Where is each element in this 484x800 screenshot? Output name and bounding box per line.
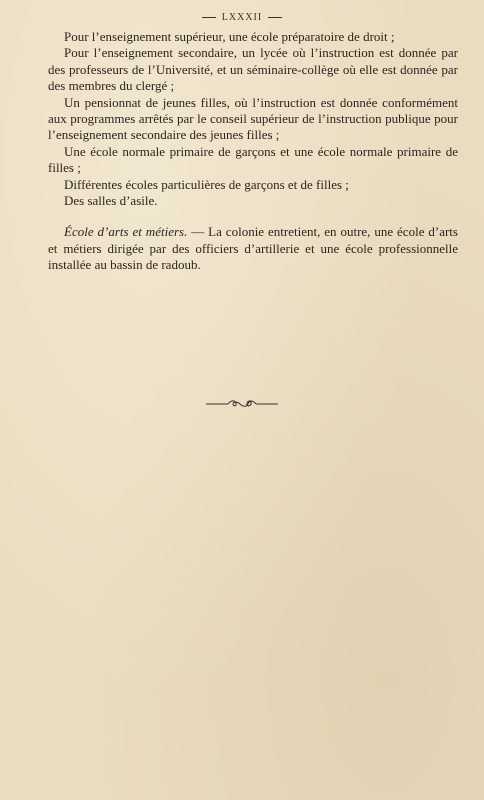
paragraph-asylum-rooms: Des salles d’asile.: [64, 193, 158, 209]
header-dash-left: [202, 17, 216, 18]
paragraph-normal-schools: Une école normale primaire de garçons et une école normale primaire de filles ;: [48, 143, 458, 176]
page-header: [0, 12, 484, 23]
paragraph-arts-and-trades: [48, 224, 458, 273]
paragraph-girls-boarding-school: Un pensionnat de jeunes filles, où l’instruction est donnée conformément aux programmes arrêtés par le conseil supérieur de l’instruction publique pour l’enseignement secondaire des jeunes filles ;: [48, 94, 458, 143]
page-number: LXXXII: [221, 12, 263, 23]
paragraph-higher-education: Pour l’enseignement supérieur, une école préparatoire de droit ;: [64, 29, 395, 44]
paragraph-secondary-education: Pour l’enseignement secondaire, un lycée où l’instruction est donnée par des professeurs de l’Université, et un séminaire-collège où elle est donnée par des membres du clergé ;: [48, 45, 458, 94]
paragraph-private-schools: Différentes écoles particulières de garçons et de filles ;: [64, 176, 349, 192]
header-dash-right: [268, 17, 282, 18]
page-body: [48, 29, 458, 274]
arts-and-trades-heading: École d’arts et métiers.: [64, 224, 188, 240]
arts-and-trades-text: — La colonie entretient, en outre, une école d’arts et métiers dirigée par des officiers d’artillerie et une école professionnelle installée au bassin de radoub.: [48, 224, 458, 273]
ornament-divider-icon: [204, 398, 280, 410]
